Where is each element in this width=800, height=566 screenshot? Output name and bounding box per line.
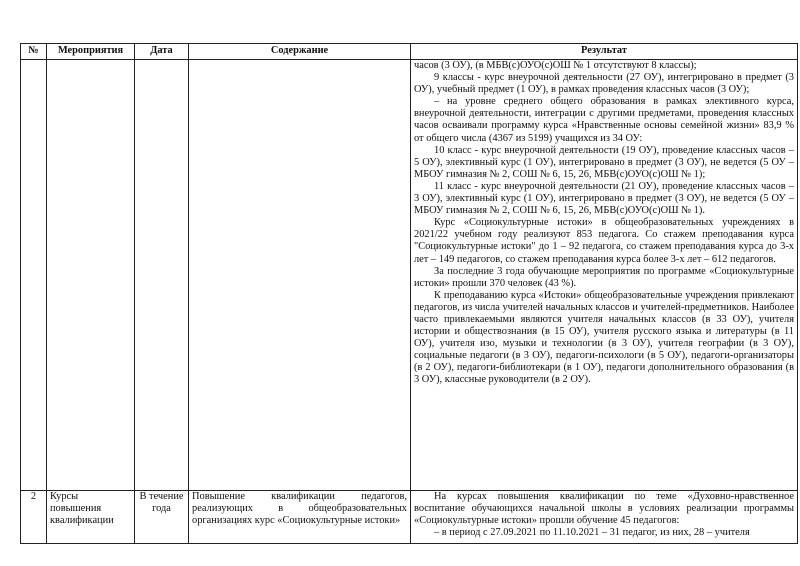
row-date-cell: В течение года — [135, 491, 189, 544]
result-paragraph: На курсах повышения квалификации по теме «Духовно-нравственное воспитание обучающихся начальной школы в условиях реализации программы «Социокультурные истоки» прошли обучение 45 педагогов: — [414, 491, 794, 527]
header-content: Содержание — [189, 44, 411, 60]
header-events: Мероприятия — [47, 44, 135, 60]
header-result: Результат — [411, 44, 798, 60]
row-number-cell: 2 — [21, 491, 47, 544]
result-paragraph: 11 класс - курс внеурочной деятельности (21 ОУ), проведение классных часов – 3 ОУ), элективный курс (1 ОУ), интегрировано в предмет (3 ОУ), не ведется (5 ОУ – МБОУ гимназия № 2, СОШ № 6, 15, 26, МБВ(с)ОУО(с)ОШ № 1). — [414, 180, 794, 217]
row-event-cell: Курсы повышения квалификации — [47, 491, 135, 544]
result-paragraph: – на уровне среднего общего образования в рамках элективного курса, внеурочной деятельности, интеграции с другими предметами, проведения классных часов осваивали программу курса «Нравственные основы семейной жизни» 83,9 % от общего числа (4367 из 5199) учащихся из 34 ОУ: — [414, 96, 794, 144]
row-result-cell — [411, 60, 798, 491]
result-paragraph: 9 классы - курс внеурочной деятельности (27 ОУ), интегрировано в предмет (3 ОУ), учебный предмет (1 ОУ), в рамках проведения классных часов (3 ОУ); — [414, 72, 794, 96]
row-event-cell — [47, 60, 135, 491]
table-row — [21, 491, 798, 544]
row-date-cell — [135, 60, 189, 491]
events-table — [20, 43, 798, 544]
row-content-cell: Повышение квалификации педагогов, реализующих в общеобразовательных организациях курс «Социокультурные истоки» — [189, 491, 411, 544]
row-content-cell — [189, 60, 411, 491]
table-row — [21, 60, 798, 491]
result-paragraph: За последние 3 года обучающие мероприятия по программе «Социокультурные истоки» прошли 370 человек (43 %). — [414, 265, 794, 289]
table-header-row — [21, 44, 798, 60]
row-result-cell — [411, 491, 798, 544]
row-number-cell — [21, 60, 47, 491]
result-paragraph: часов (3 ОУ), (в МБВ(с)ОУО(с)ОШ № 1 отсутствуют 8 классы); — [414, 60, 697, 71]
header-date: Дата — [135, 44, 189, 60]
result-paragraph: Курс «Социокультурные истоки» в общеобразовательных учреждениях в 2021/22 учебном году реализуют 853 педагога. Со стажем преподавания курса "Социокультурные истоки" до 1 – 92 педагога, со стажем преподавания курса до 3-х лет – 149 педагогов, со стажем преподавания курса более 3-х лет – 612 педагогов. — [414, 217, 794, 265]
result-paragraph: 10 класс - курс внеурочной деятельности (19 ОУ), проведение классных часов – 5 ОУ), элективный курс (1 ОУ), интегрировано в предмет (3 ОУ), не ведется (5 ОУ – МБОУ гимназия № 2, СОШ № 6, 15, 26, МБВ(с)ОУО(с)ОШ № 1); — [414, 144, 794, 180]
result-paragraph: – в период с 27.09.2021 по 11.10.2021 – 31 педагог, из них, 28 – учителя — [434, 527, 750, 539]
header-number: № — [21, 44, 47, 60]
result-paragraph: К преподаванию курса «Истоки» общеобразовательные учреждения привлекают педагогов, из числа учителей начальных классов и учителей-предметников. Наиболее часто привлекаемыми являются учителя начальных классов (в 33 ОУ), учителя истории и обществознания (в 15 ОУ), учителя русского языка и литературы (в 11 ОУ), учителя изо, музыки и технологии (в 3 ОУ), учителя географии (в 3 ОУ), социальные педагоги (в 3 ОУ), педагоги-психологи (в 5 ОУ), педагоги-организаторы (в 2 ОУ), педагоги-библиотекари (в 1 ОУ), педагоги дополнительного образования (в 3 ОУ), классные руководители (в 2 ОУ). — [414, 289, 795, 386]
